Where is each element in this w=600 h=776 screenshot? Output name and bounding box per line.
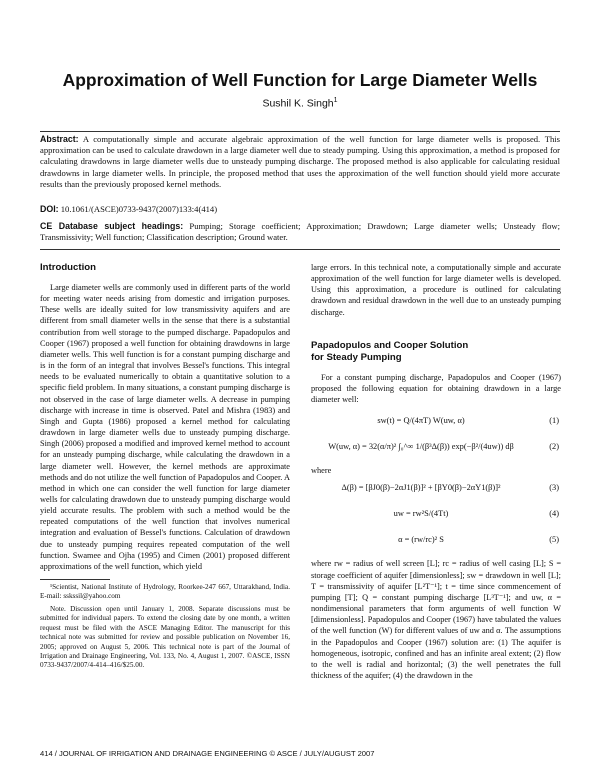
subject-headings [40,221,560,243]
equation-5-number: (5) [549,535,559,545]
subject-headings-text: Pumping; Storage coefficient; Approximation; Drawdown; Large diameter wells; Unsteady flow; Transmissivity; Well function; Classification description; Ground water. [40,221,560,243]
equation-2-number: (2) [549,442,559,452]
equation-5-body: α = (rw/rc)² S [398,535,444,545]
equation-3-body: Δ(β) = [βJ0(β)−2αJ1(β)]² + [βY0(β)−2αY1(β)]² [341,483,501,493]
equation-2-body: W(uw, α) = 32(α/π)² ∫₀^∞ 1/(β³Δ(β)) exp(−β²/(4uw)) dβ [328,442,514,452]
equation-1-body: sw(t) = Q/(4πT) W(uw, α) [377,416,465,426]
page-footer: 414 / JOURNAL OF IRRIGATION AND DRAINAGE ENGINEERING © ASCE / JULY/AUGUST 2007 [40,749,375,758]
definitions-paragraph: where rw = radius of well screen [L]; rc = radius of well casing [L]; S = storage coefficient of aquifer [dimensionless]; sw = drawdown in well [L]; T = transmissivity of aquifer [L²T⁻¹]; t = time since commencement of pumping [T]; Q = constant pumping discharge [L³T⁻¹]; and uw, α = nondimensional parameters that form arguments of well function W [dimensionless]. Papadopulos and Cooper (1967) have tabulated the values of the well function (W) for different values of uw and α. The assumptions in the Papadopulos and Cooper (1967) solution are: (1) The aquifer is homogeneous, isotropic, confined and has an infinite areal extent; (2) flow to the well is radial and horizontal; (3) the well penetrates the full thickness of the aquifer; (4) the drawdown in the [311,559,561,680]
section-heading-line2: for Steady Pumping [311,351,402,363]
equation-4-number: (4) [549,509,559,519]
author-name: Sushil K. Singh [262,97,334,110]
doi-line [40,204,560,215]
author-footnote-mark: 1 [333,97,338,104]
left-column [40,262,290,671]
doi-label: DOI: [40,204,59,214]
abstract-label: Abstract: [40,134,79,144]
intro-paragraph: Large diameter wells are commonly used in different parts of the world for meeting water needs arising from domestic and irrigation purposes. These wells are ideally suited for low transmissivity aquifers and are different from small diameter wells in the sense that there is a substantial contribution from well storage to the pumped discharge. Papadopulos and Cooper (1967) proposed a well function for obtaining drawdowns in large diameter wells. This well function is for a constant pumping discharge and is in the form of an integral that involves Bessel's functions. This integral needs to be evaluated numerically to obtain a quantitative solution to a specific field problem. In many situations, a constant pumping discharge is not observed in the case of large diameter wells. A decrease in pumping discharge with increase in time is observed. Patel and Mishra (1983) and Singh and Gupta (1986) proposed a kernel method for calculating drawdown in large diameter wells due to unsteady pumping discharge. Singh (2006) proposed a modified and improved kernel method to account for an unsteady pumping discharge, while calculating the drawdown in a large diameter well. However, the kernel methods are approximate methods and do not utilize the well function of Papadopulos and Cooper. A method in which one can consider the well function for large diameter wells for calculating drawdown due to unsteady pumping discharge would yield accurate results. The problem with such a method would be the repeated computations of the well function that involves numerical integration and evaluation of Bessel's functions. Calculation of drawdown due to unsteady pumping requires repeated computation of the well function. Swamee and Ojha (1995) and Cimen (2001) proposed different approximations of the well function, which yield [40,283,290,571]
intro-heading: Introduction [40,262,96,273]
where-label: where [311,466,332,476]
equation-4-body: uw = rw²S/(4Tt) [393,509,449,519]
equation-2 [311,435,561,465]
right-column [311,262,561,681]
intro-continued-paragraph: large errors. In this technical note, a computationally simple and accurate approximation of the well function for large diameter wells is developed. Using this approximation, a procedure is outlined for calculating drawdown and residual drawdown in the well due to an unsteady pumping discharge. [311,263,561,317]
equation-1 [311,409,561,435]
equation-5 [311,528,561,558]
paper-title: Approximation of Well Function for Large Diameter Wells [62,70,538,90]
equation-1-number: (1) [549,416,559,426]
abstract-text: A computationally simple and accurate algebraic approximation of the well function for large diameter wells is proposed. This approximation can be used to calculate drawdown in a large diameter well due to steady pumping. Using this approximation, a method is proposed for calculating drawdowns in large diameter wells due to unsteady pumping discharge. The proposed method is also applicable for calculating residual drawdowns in large diameter wells. In principle, the proposed method that uses the approximation of the well function should yield more accurate results than the previously proposed kernel methods. [40,134,560,189]
section-heading-line1: Papadopulos and Cooper Solution [311,339,469,351]
doi-value: 10.1061/(ASCE)0733-9437(2007)133:4(414) [60,204,218,214]
abstract-top-rule [40,131,560,132]
subject-headings-label: CE Database subject headings: [40,221,184,231]
abstract-bottom-rule [40,249,560,250]
section-paragraph: For a constant pumping discharge, Papadopulos and Cooper (1967) proposed the following equation for obtaining drawdown in a large diameter well: [311,372,561,405]
footnote-note: Note. Discussion open until January 1, 2008. Separate discussions must be submitted for individual papers. To extend the closing date by one month, a written request must be filed with the ASCE Managing Editor. The manuscript for this technical note was submitted for review and possible publication on November 16, 2005; approved on August 5, 2006. This technical note is part of the Journal of Irrigation and Drainage Engineering, Vol. 133, No. 4, August 1, 2007. ©ASCE, ISSN 0733-9437/2007/4-414–416/$25.00. [40,604,290,670]
equation-3-number: (3) [549,483,559,493]
footnote-affiliation: ¹Scientist, National Institute of Hydrology, Roorkee-247 667, Uttarakhand, India. E-mail: sskssil@yahoo.com [40,583,290,601]
abstract [40,134,560,190]
equation-3 [311,476,561,502]
author-line [0,97,600,110]
equation-4 [311,502,561,528]
